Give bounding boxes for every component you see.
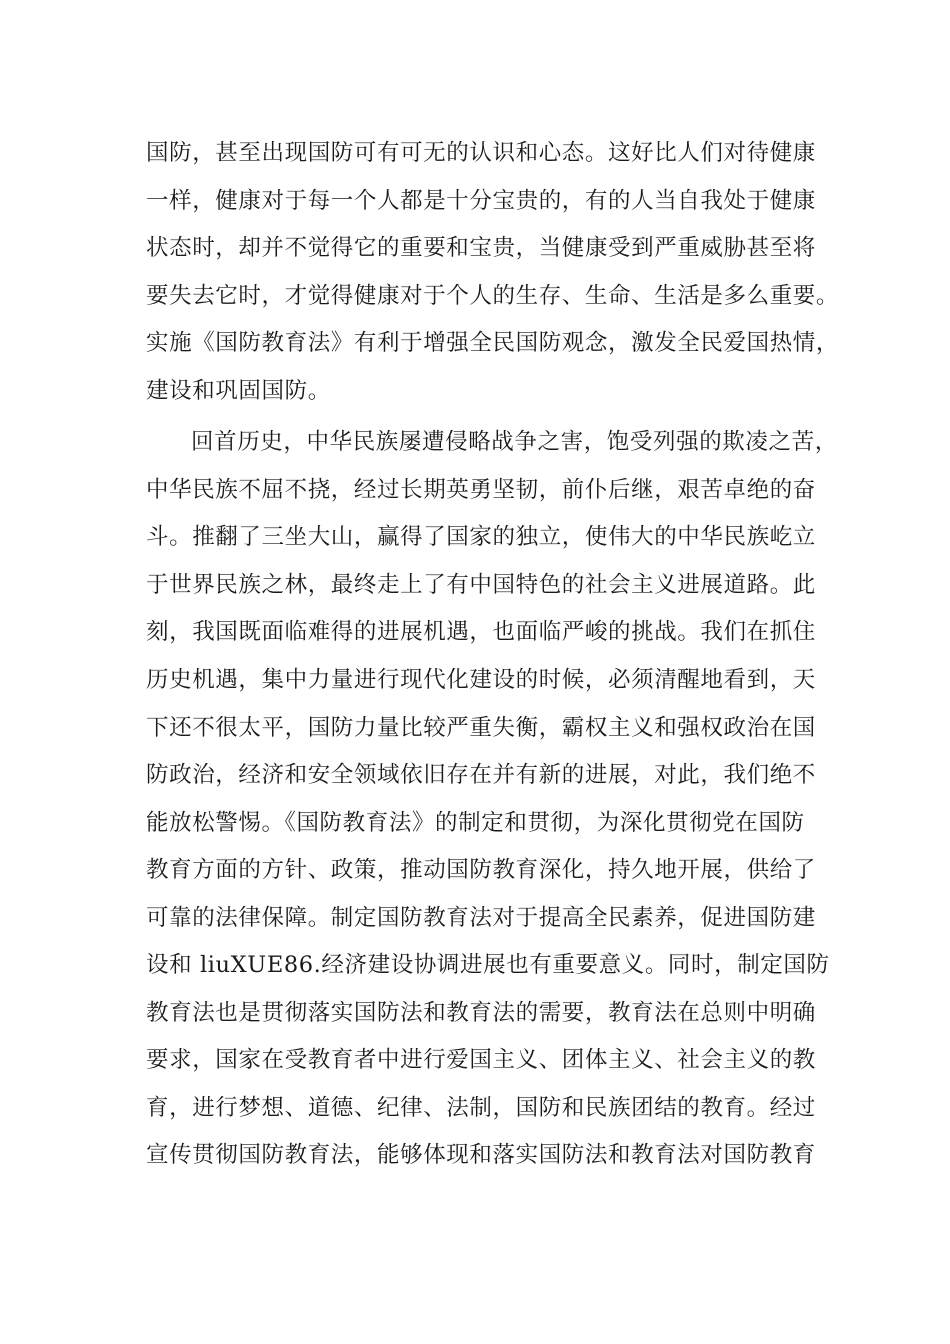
text-line: 实施《国防教育法》有利于增强全民国防观念，激发全民爱国热情， [146, 330, 840, 357]
text-line: 一样，健康对于每一个人都是十分宝贵的，有的人当自我处于健康 [146, 187, 816, 214]
text-line: 要失去它时，才觉得健康对于个人的生存、生命、生活是多么重要。 [146, 282, 840, 309]
text-line: 能放松警惕。《国防教育法》的制定和贯彻，为深化贯彻党在国防 [146, 809, 805, 836]
text-line: 刻，我国既面临难得的进展机遇，也面临严峻的挑战。我们在抓住 [146, 619, 816, 646]
paragraph-2 [146, 419, 838, 1180]
text-line: 历史机遇，集中力量进行现代化建设的时候，必须清醒地看到，天 [146, 667, 816, 694]
text-line: 防政治，经济和安全领域依旧存在并有新的进展，对此，我们绝不 [146, 762, 816, 789]
text-line: 宣传贯彻国防教育法，能够体现和落实国防法和教育法对国防教育 [146, 1142, 816, 1169]
text-line: 教育法也是贯彻落实国防法和教育法的需要，教育法在总则中明确 [146, 999, 816, 1026]
text-line: 建设和巩固国防。 [146, 377, 331, 404]
text-line: 回首历史，中华民族屡遭侵略战争之害，饱受列强的欺凌之苦， [191, 429, 838, 456]
text-line: 可靠的法律保障。制定国防教育法对于提高全民素养，促进国防建 [146, 904, 816, 931]
body-text [146, 130, 840, 1180]
text-line: 斗。推翻了三坐大山，赢得了国家的独立，使伟大的中华民族屹立 [146, 524, 816, 551]
text-line: 要求，国家在受教育者中进行爱国主义、团体主义、社会主义的教 [146, 1047, 816, 1074]
text-line: 于世界民族之林，最终走上了有中国特色的社会主义进展道路。此 [146, 571, 816, 598]
text-line: 中华民族不屈不挠，经过长期英勇坚韧，前仆后继，艰苦卓绝的奋 [146, 476, 816, 503]
text-line: 国防，甚至出现国防可有可无的认识和心态。这好比人们对待健康 [146, 140, 816, 166]
text-line: 设和 liuXUE86.经济建设协调进展也有重要意义。同时，制定国防 [146, 952, 830, 979]
paragraph-1 [146, 130, 840, 415]
text-line: 状态时，却并不觉得它的重要和宝贵，当健康受到严重威胁甚至将 [146, 235, 816, 262]
text-line: 下还不很太平，国防力量比较严重失衡，霸权主义和强权政治在国 [146, 714, 816, 741]
text-line: 育，进行梦想、道德、纪律、法制，国防和民族团结的教育。经过 [146, 1094, 816, 1121]
text-line: 教育方面的方针、政策，推动国防教育深化，持久地开展，供给了 [146, 857, 816, 884]
